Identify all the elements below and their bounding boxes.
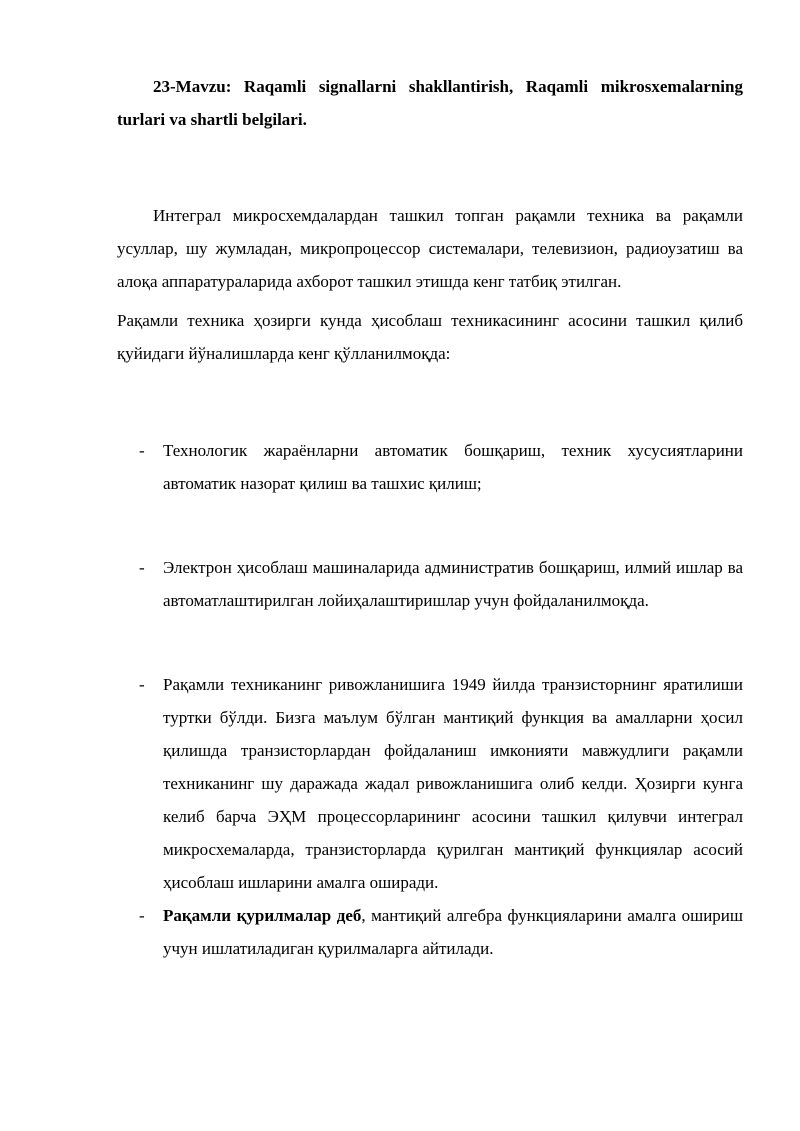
application-list (117, 434, 743, 965)
bullet-dash: - (139, 906, 145, 925)
list-item-text: Технологик жараёнларни автоматик бошқариш, техник хусусиятларини автоматик назорат қилиш ва ташхис қилиш; (163, 441, 743, 493)
document-title: 23-Mavzu: Raqamli signallarni shakllantirish, Raqamli mikrosxemalarning turlari va shartli belgilari. (117, 77, 743, 129)
list-item (117, 434, 743, 500)
bullet-dash: - (139, 675, 145, 694)
definition-term: Рақамли қурилмалар деб (163, 906, 362, 925)
list-item-text: , мантиқий алгебра функцияларини амалга ошириш учун ишлатиладиган қурилмаларга айтилади. (163, 906, 743, 958)
list-item (117, 551, 743, 617)
usage-paragraph: Рақамли техника ҳозирги кунда ҳисоблаш техникасининг асосини ташкил қилиб қуйидаги йўналишларда кенг қўлланилмоқда: (117, 311, 743, 363)
list-item (117, 668, 743, 899)
intro-paragraph: Интеграл микросхемдалардан ташкил топган рақамли техника ва рақамли усуллар, шу жумладан, микропроцессор системалари, телевизион, радиоузатиш ва алоқа аппаратураларида ахборот ташкил этишда кенг татбиқ этилган. (117, 206, 743, 291)
bullet-dash: - (139, 558, 145, 577)
bullet-dash: - (139, 441, 145, 460)
document-page (117, 70, 743, 965)
list-item-text: Электрон ҳисоблаш машиналарида административ бошқариш, илмий ишлар ва автоматлаштирилган лойиҳалаштиришлар учун фойдаланилмоқда. (163, 558, 743, 610)
list-item-text: Рақамли техниканинг ривожланишига 1949 йилда транзисторнинг яратилиши туртки бўлди. Бизга маълум бўлган мантиқий функция ва амалларни ҳосил қилишда транзисторлардан фойдаланиш имконияти мавжудлиги рақамли техниканинг шу даражада жадал ривожланишига олиб келди. Ҳозирги кунга келиб барча ЭҲМ процессорларининг асосини ташкил қилувчи интеграл микросхемаларда, транзисторларда қурилган мантиқий функциялар асосий ҳисоблаш ишларини амалга оширади. (163, 675, 743, 892)
list-item (117, 899, 743, 965)
